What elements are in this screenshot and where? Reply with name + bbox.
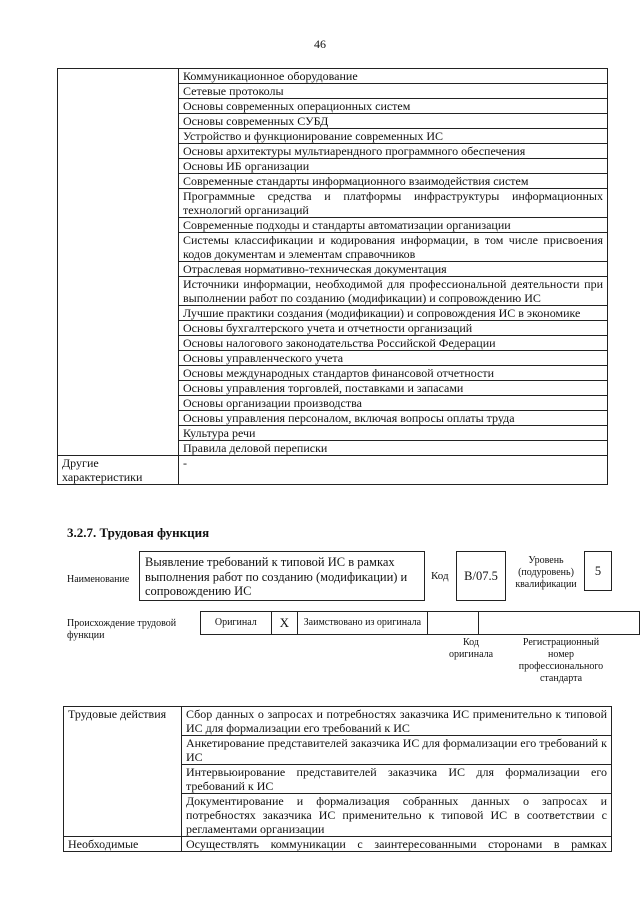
knowledge-item: Основы управления торговлей, поставками и запасами [179,381,608,396]
level-label: Уровень (подуровень) квалификации [515,555,577,590]
work-actions-table [63,706,612,852]
knowledge-item: Основы организации производства [179,396,608,411]
knowledge-item: Основы современных СУБД [179,114,608,129]
work-actions-label: Трудовые действия [64,707,182,837]
section-title: 3.2.7. Трудовая функция [67,525,210,540]
origin-reg-caption: Регистрационный номер профессионального стандарта [518,637,604,684]
knowledge-item: Основы международных стандартов финансовой отчетности [179,366,608,381]
name-label: Наименование [67,574,130,585]
knowledge-left-cell [58,69,179,456]
origin-label: Происхождение трудовой функции [67,618,177,641]
origin-table [200,611,640,635]
required-skills-label: Необходимые [64,837,182,852]
knowledge-item: Основы современных операционных систем [179,99,608,114]
work-action-item: Анкетирование представителей заказчика ИС для формализации его требований к ИС [182,736,612,765]
knowledge-item: Отраслевая нормативно-техническая документация [179,262,608,277]
knowledge-item: Устройство и функционирование современных ИС [179,129,608,144]
work-action-item: Сбор данных о запросах и потребностях заказчика ИС применительно к типовой ИС для формализации его требований к ИС [182,707,612,736]
knowledge-item: Лучшие практики создания (модификации) и сопровождения ИС в экономике [179,306,608,321]
knowledge-item: Основы ИБ организации [179,159,608,174]
function-name-box: Выявление требований к типовой ИС в рамках выполнения работ по созданию (модификации) и сопровождению ИС [139,551,425,601]
level-box: 5 [584,551,612,591]
origin-reg-cell [478,612,639,635]
other-characteristics-label: Другие характеристики [58,456,179,485]
knowledge-item: Правила деловой переписки [179,441,608,456]
page-number: 46 [314,37,326,51]
knowledge-item: Программные средства и платформы инфраструктуры информационных технологий организаций [179,189,608,218]
origin-mark-cell: X [271,612,297,635]
knowledge-table [57,68,608,485]
code-label: Код [431,570,449,582]
knowledge-item: Коммуникационное оборудование [179,69,608,84]
work-action-item: Документирование и формализация собранных данных о запросах и потребностях заказчика ИС применительно к типовой ИС в соответствии с регламентами организации [182,794,612,837]
origin-borrowed-cell: Заимствовано из оригинала [298,612,428,635]
other-characteristics-value: - [179,456,608,485]
knowledge-item: Системы классификации и кодирования информации, в том числе присвоения кодов документам и элементам справочников [179,233,608,262]
knowledge-item: Основы налогового законодательства Российской Федерации [179,336,608,351]
knowledge-item: Основы бухгалтерского учета и отчетности организаций [179,321,608,336]
knowledge-item: Сетевые протоколы [179,84,608,99]
knowledge-item: Современные подходы и стандарты автоматизации организации [179,218,608,233]
origin-original-cell: Оригинал [201,612,272,635]
knowledge-item: Источники информации, необходимой для профессиональной деятельности при выполнении работ по созданию (модификации) и сопровождению ИС [179,277,608,306]
knowledge-item: Основы управленческого учета [179,351,608,366]
knowledge-item: Основы архитектуры мультиарендного программного обеспечения [179,144,608,159]
knowledge-item: Основы управления персоналом, включая вопросы оплаты труда [179,411,608,426]
code-box: B/07.5 [456,551,506,601]
origin-code-caption: Код оригинала [448,637,494,660]
origin-code-cell [427,612,478,635]
knowledge-item: Культура речи [179,426,608,441]
knowledge-item: Современные стандарты информационного взаимодействия систем [179,174,608,189]
required-skill-item: Осуществлять коммуникации с заинтересованными сторонами в рамках [182,837,612,852]
work-action-item: Интервьюирование представителей заказчика ИС для формализации его требований к ИС [182,765,612,794]
